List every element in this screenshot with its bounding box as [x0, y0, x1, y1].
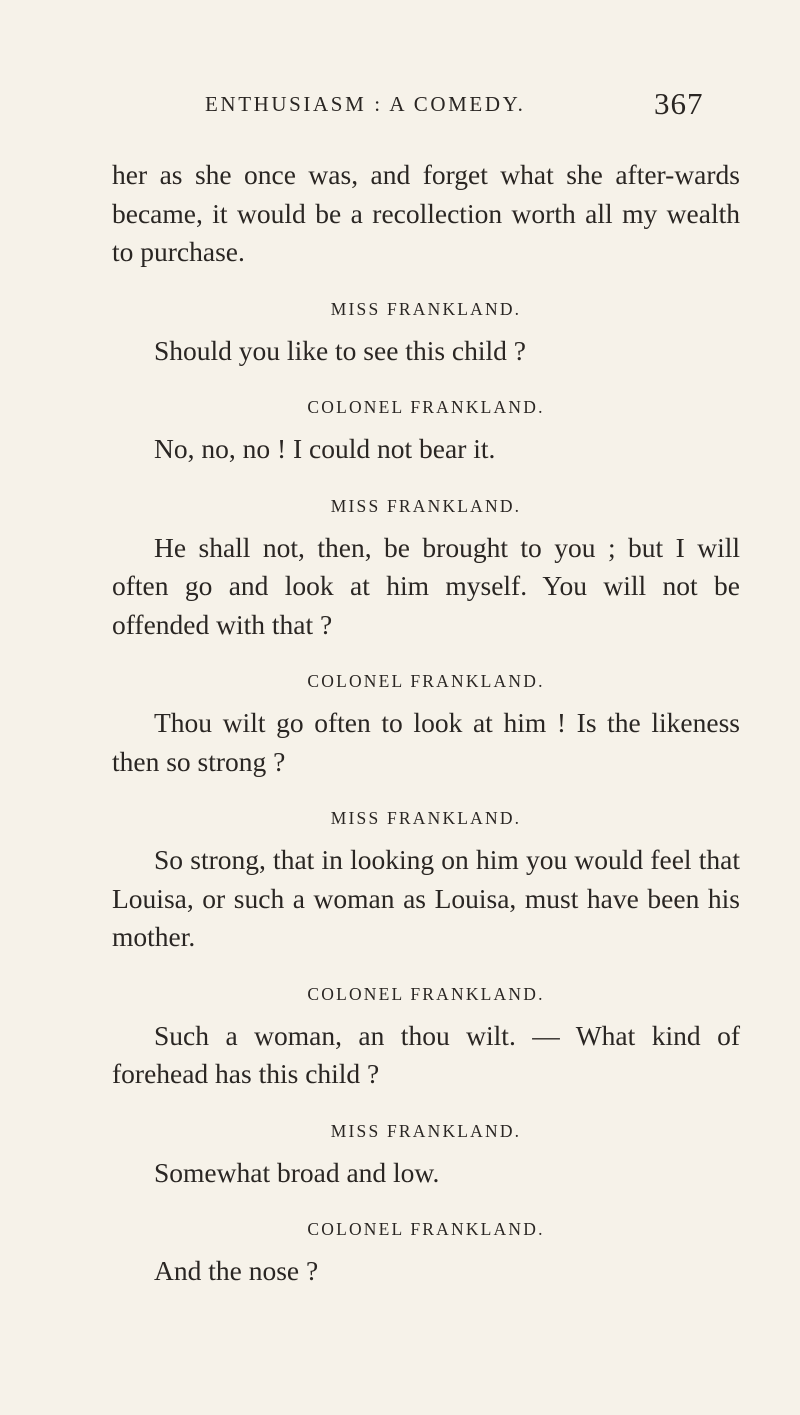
- paragraph-continuation: her as she once was, and forget what she after-wards became, it would be a recollection worth all my wealth to purchase.: [112, 159, 740, 267]
- speaker-heading: MISS FRANKLAND.: [330, 495, 522, 516]
- running-head: ENTHUSIASM : A COMEDY.: [205, 92, 526, 116]
- speaker-heading: COLONEL FRANKLAND.: [307, 1219, 545, 1239]
- speaker-heading: MISS FRANKLAND.: [330, 1120, 522, 1141]
- speaker-heading: MISS FRANKLAND.: [330, 808, 522, 828]
- dialogue-line: Such a woman, an thou wilt. — What kind of forehead has this child ?: [112, 1019, 740, 1089]
- speaker-heading: COLONEL FRANKLAND.: [307, 983, 545, 1004]
- dialogue-line: Thou wilt go often to look at him ! Is the likeness then so strong ?: [112, 707, 740, 777]
- speaker-heading: MISS FRANKLAND.: [330, 298, 522, 319]
- dialogue-line: He shall not, then, be brought to you ; but I will often go and look at him myself. You will not be offended with that ?: [112, 531, 740, 640]
- speaker-heading: COLONEL FRANKLAND.: [307, 397, 545, 417]
- dialogue-line: No, no, no ! I could not bear it.: [154, 433, 496, 464]
- page-body: [112, 156, 740, 1291]
- speaker-heading: COLONEL FRANKLAND.: [307, 671, 545, 691]
- dialogue-line: And the nose ?: [154, 1255, 319, 1286]
- dialogue-line: So strong, that in looking on him you would feel that Louisa, or such a woman as Louisa, must have been his mother.: [112, 844, 740, 952]
- dialogue-line: Should you like to see this child ?: [154, 334, 526, 366]
- page-number: 367: [654, 86, 704, 121]
- dialogue-line: Somewhat broad and low.: [154, 1156, 440, 1188]
